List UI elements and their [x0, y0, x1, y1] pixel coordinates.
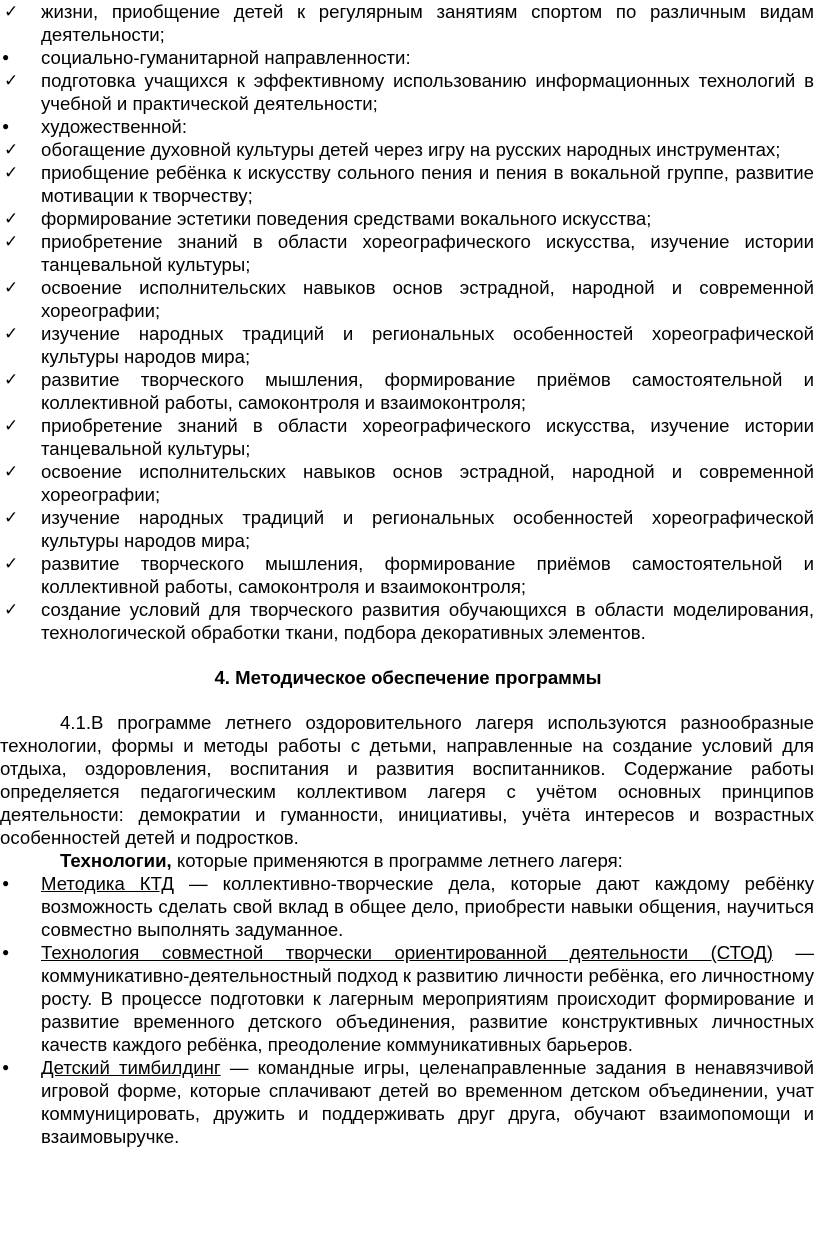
checkmark-icon: ✓: [4, 163, 19, 182]
checkmark-icon: ✓: [4, 554, 19, 573]
bullet-icon: ●: [2, 1060, 10, 1074]
checkmark-icon: ✓: [4, 462, 19, 481]
list-item: [0, 276, 816, 322]
list-item: [0, 368, 816, 414]
checkmark-icon: ✓: [4, 508, 19, 527]
checkmark-icon: ✓: [4, 278, 19, 297]
list-item-text: приобретение знаний в области хореографического искусства, изучение истории танцевальной культуры;: [41, 415, 814, 459]
checkmark-icon: ✓: [4, 324, 19, 343]
list-item-text: освоение исполнительских навыков основ эстрадной, народной и современной хореографии;: [41, 461, 814, 505]
technology-description: — коммуникативно-деятельностный подход к развитию личности ребёнка, его личностному росту. В процессе подготовки к лагерным мероприятиям происходит формирование и развитие временного детского объединения, развитие конструктивных личностных качеств каждого ребёнка, преодоление коммуникативных барьеров.: [41, 942, 815, 1055]
list-item: [0, 941, 816, 1056]
list-item-text: создание условий для творческого развития обучающихся в области моделирования, технологической обработки ткани, подбора декоративных элементов.: [41, 599, 814, 643]
list-item: [0, 598, 816, 644]
list-item: [0, 506, 816, 552]
technology-description: — коллективно-творческие дела, которые дают каждому ребёнку возможность сделать свой вклад в общее дело, приобрести навыки общения, научиться совместно выполнять задуманное.: [41, 873, 814, 940]
checkmark-icon: ✓: [4, 232, 19, 251]
technology-term: Технология совместной творчески ориентированной деятельности (СТОД): [41, 942, 773, 963]
list-item: [0, 69, 816, 115]
checkmark-icon: ✓: [4, 140, 19, 159]
checkmark-icon: ✓: [4, 370, 19, 389]
bullet-icon: ●: [2, 119, 10, 133]
list-item: [0, 322, 816, 368]
technology-term: Методика КТД: [41, 873, 174, 894]
list-item: [0, 161, 816, 207]
list-item: [0, 460, 816, 506]
list-item-text: освоение исполнительских навыков основ эстрадной, народной и современной хореографии;: [41, 277, 814, 321]
bullet-icon: ●: [2, 945, 10, 959]
list-item-text: развитие творческого мышления, формирование приёмов самостоятельной и коллективной работы, самоконтроля и взаимоконтроля;: [41, 369, 814, 413]
checkmark-icon: ✓: [4, 209, 19, 228]
list-item-text: приобщение ребёнка к искусству сольного пения и пения в вокальной группе, развитие мотивации к творчеству;: [41, 162, 814, 206]
technologies-intro-bold: Технологии,: [60, 850, 172, 871]
list-item: [0, 0, 816, 46]
checkmark-icon: ✓: [4, 416, 19, 435]
technologies-intro-rest: которые применяются в программе летнего лагеря:: [171, 850, 623, 871]
list-item: [0, 414, 816, 460]
list-item: [0, 115, 816, 138]
technologies-list: [0, 872, 816, 1148]
technology-description: — командные игры, целенаправленные задания в ненавязчивой игровой форме, которые сплачивают детей во временном детском объединении, учат коммуницировать, дружить и поддерживать друг друга, обучают взаимопомощи и взаимовыручке.: [41, 1057, 814, 1147]
list-item-text: жизни, приобщение детей к регулярным занятиям спортом по различным видам деятельности;: [41, 1, 814, 45]
technology-term: Детский тимбилдинг: [41, 1057, 221, 1078]
technologies-intro: [0, 849, 816, 872]
list-item: [0, 46, 816, 69]
list-item: [0, 207, 816, 230]
checkmark-icon: ✓: [4, 71, 19, 90]
list-item-text: обогащение духовной культуры детей через игру на русских народных инструментах;: [41, 139, 781, 160]
list-item-text: подготовка учащихся к эффективному использованию информационных технологий в учебной и практической деятельности;: [41, 70, 814, 114]
list-item: [0, 872, 816, 941]
list-item-text: изучение народных традиций и региональных особенностей хореографической культуры народов мира;: [41, 323, 814, 367]
list-item-text: развитие творческого мышления, формирование приёмов самостоятельной и коллективной работы, самоконтроля и взаимоконтроля;: [41, 553, 814, 597]
paragraph: 4.1.В программе летнего оздоровительного лагеря используются разнообразные технологии, формы и методы работы с детьми, направленные на создание условий для отдыха, оздоровления, воспитания и развития воспитанников. Содержание работы определяется педагогическим коллективом лагеря с учётом основных принципов деятельности: демократии и гуманности, инициативы, учёта интересов и возрастных особенностей детей и подростков.: [0, 712, 814, 848]
list-item-text: социально-гуманитарной направленности:: [41, 47, 411, 68]
list-item: [0, 138, 816, 161]
list-item-text: художественной:: [41, 116, 187, 137]
list-item-text: приобретение знаний в области хореографического искусства, изучение истории танцевальной культуры;: [41, 231, 814, 275]
section-heading: 4. Методическое обеспечение программы: [214, 667, 602, 688]
list-item-text: изучение народных традиций и региональных особенностей хореографической культуры народов мира;: [41, 507, 814, 551]
list-item-text: формирование эстетики поведения средствами вокального искусства;: [41, 208, 652, 229]
checkmark-icon: ✓: [4, 600, 19, 619]
list-item: [0, 552, 816, 598]
list-item: [0, 1056, 816, 1148]
bullet-icon: ●: [2, 876, 10, 890]
checkmark-icon: ✓: [4, 2, 19, 21]
list-item: [0, 230, 816, 276]
bullet-icon: ●: [2, 50, 10, 64]
